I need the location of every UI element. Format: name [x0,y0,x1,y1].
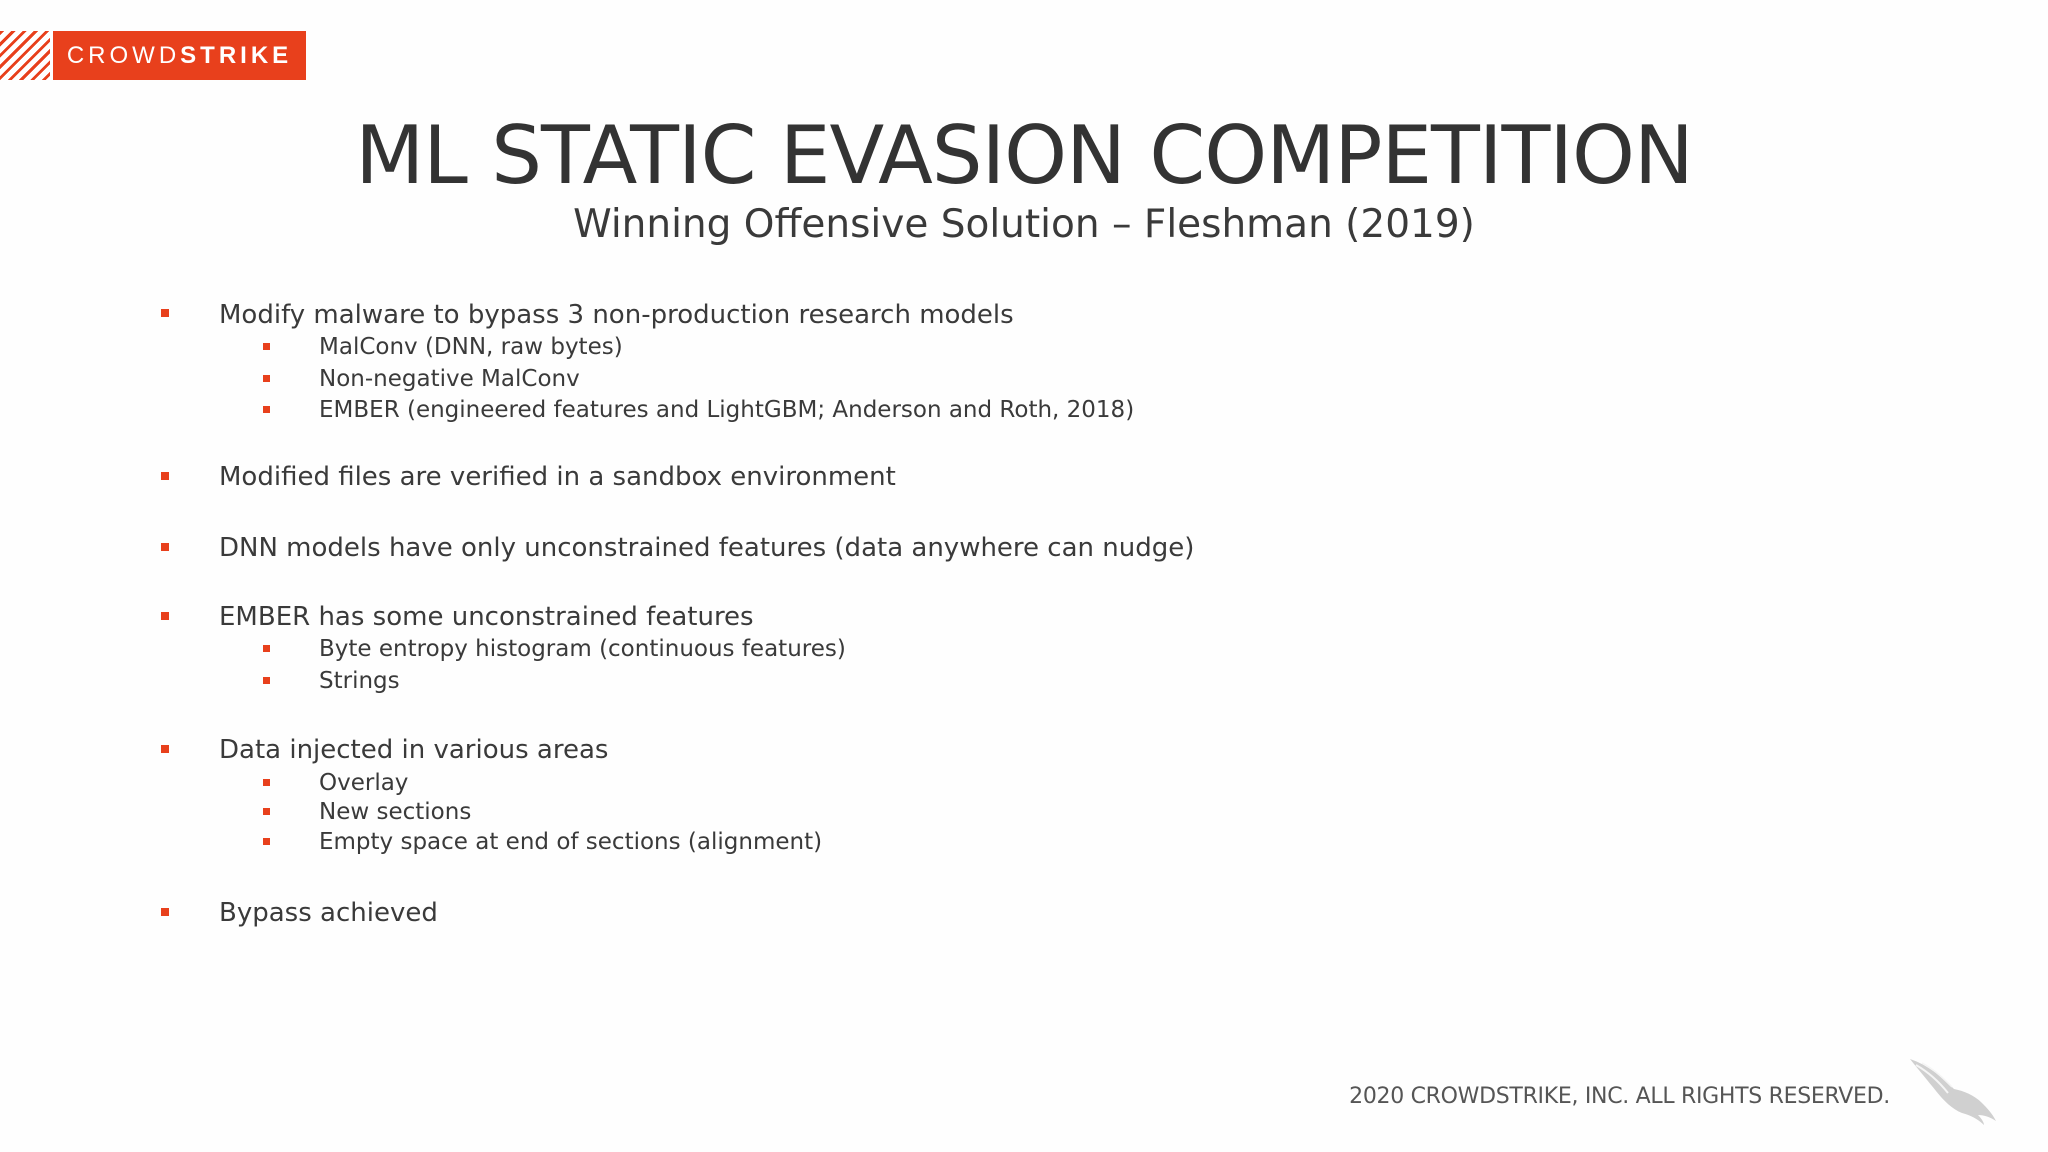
sub-bullet-marker [263,406,270,413]
bullet-marker [161,745,169,753]
bullet-marker [161,472,169,480]
bullet-marker [161,612,169,620]
sub-bullet-marker [263,838,270,845]
sub-bullet-marker [263,779,270,786]
sub-bullet-item: Empty space at end of sections (alignment) [319,829,823,855]
bullet-item: Modify malware to bypass 3 non-production research models [219,300,1014,330]
logo-wordmark [53,31,306,80]
bullet-item: Data injected in various areas [219,735,609,765]
sub-bullet-marker [263,343,270,350]
bullet-item: EMBER has some unconstrained features [219,602,754,632]
sub-bullet-marker [263,808,270,815]
falcon-logo-icon [1908,1055,1998,1125]
logo-text-bold: STRIKE [180,41,293,69]
sub-bullet-marker [263,375,270,382]
copyright-footer: 2020 CROWDSTRIKE, INC. ALL RIGHTS RESERVED. [1349,1084,1890,1109]
slide-title: ML STATIC EVASION COMPETITION [355,109,1693,202]
sub-bullet-item: Strings [319,668,400,694]
bullet-marker [161,543,169,551]
sub-bullet-item: Non-negative MalConv [319,366,580,392]
sub-bullet-item: New sections [319,799,472,825]
sub-bullet-item: EMBER (engineered features and LightGBM; Anderson and Roth, 2018) [319,397,1135,423]
bullet-item: Modified files are verified in a sandbox environment [219,462,896,492]
bullet-item: Bypass achieved [219,898,438,928]
sub-bullet-marker [263,645,270,652]
sub-bullet-item: Overlay [319,770,409,796]
logo-text-light: CROWD [66,41,181,69]
sub-bullet-marker [263,677,270,684]
sub-bullet-item: Byte entropy histogram (continuous features) [319,636,846,662]
crowdstrike-logo [0,31,306,80]
slide-subtitle: Winning Offensive Solution – Fleshman (2019) [573,202,1475,247]
bullet-item: DNN models have only unconstrained features (data anywhere can nudge) [219,533,1195,563]
sub-bullet-item: MalConv (DNN, raw bytes) [319,334,623,360]
bullet-marker [161,309,169,317]
bullet-marker [161,908,169,916]
logo-stripes-icon [0,31,50,80]
